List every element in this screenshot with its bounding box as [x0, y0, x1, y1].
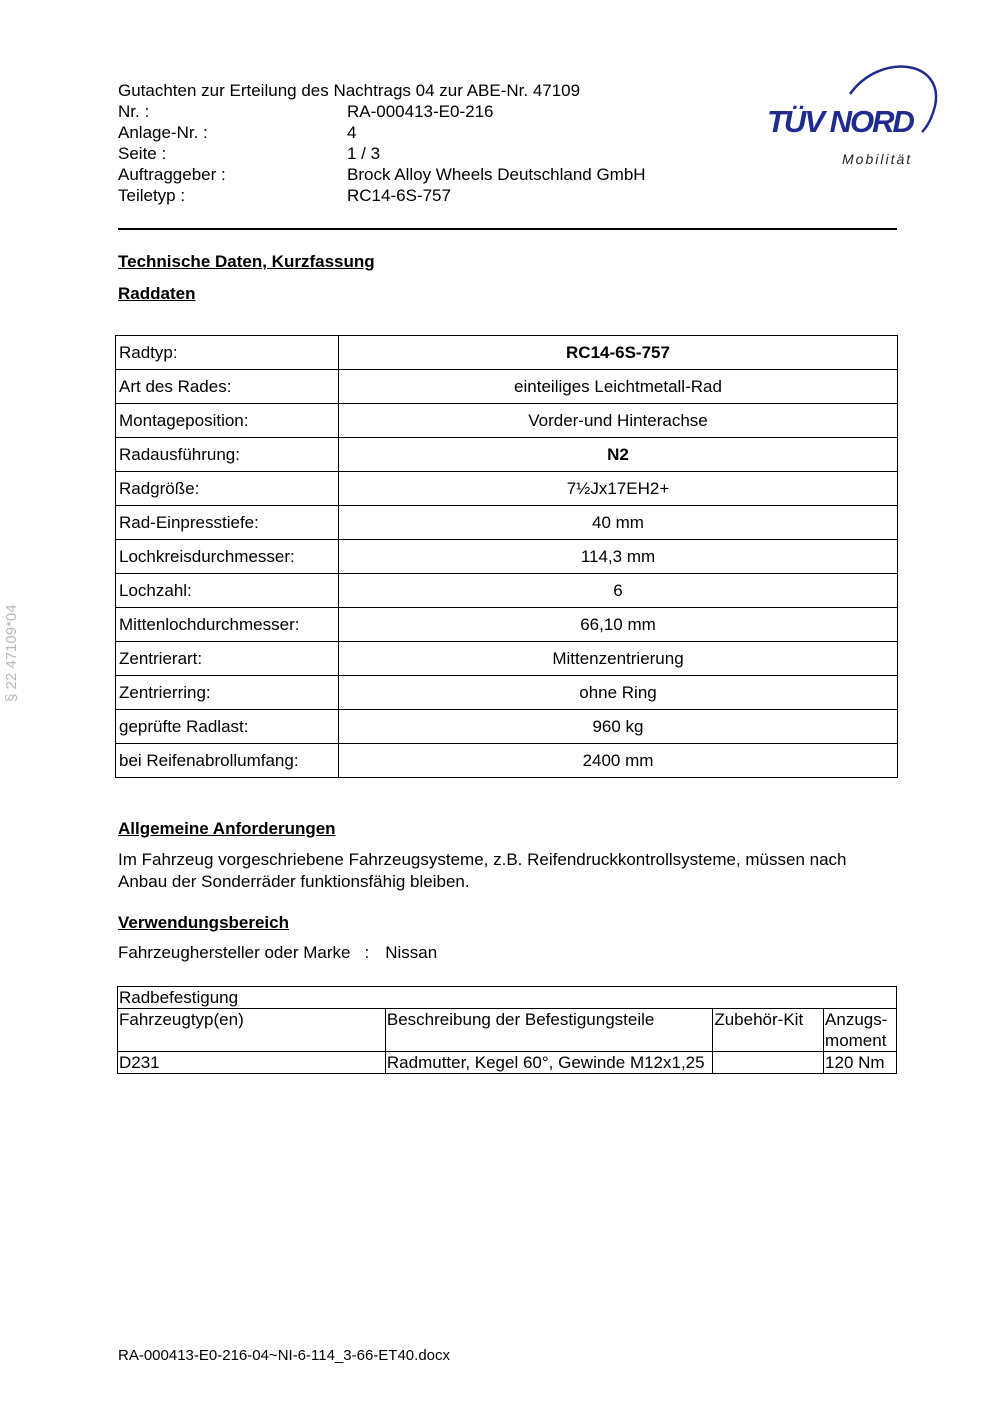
header-row [118, 185, 718, 206]
row-value: 7½Jx17EH2+ [339, 472, 898, 506]
maker-value: Nissan [385, 943, 438, 962]
header-title: Gutachten zur Erteilung des Nachtrags 04 zur ABE-Nr. 47109 [118, 81, 581, 100]
table-cell: D231 [118, 1052, 386, 1074]
header-value: RA-000413-E0-216 [347, 102, 494, 121]
table-row [116, 506, 898, 540]
row-label: Rad-Einpresstiefe: [116, 506, 339, 540]
column-header: Anzugs-moment [824, 1009, 897, 1052]
row-label: Radtyp: [116, 336, 339, 370]
row-value: 66,10 mm [339, 608, 898, 642]
column-header: Beschreibung der Befestigungsteile [385, 1009, 712, 1052]
usage-title: Verwendungsbereich [118, 913, 289, 932]
row-value: einteiliges Leichtmetall-Rad [339, 370, 898, 404]
row-value: 40 mm [339, 506, 898, 540]
header-row [118, 122, 718, 143]
table-cell [713, 1052, 824, 1074]
document-header [118, 80, 718, 206]
row-label: bei Reifenabrollumfang: [116, 744, 339, 778]
row-label: Lochkreisdurchmesser: [116, 540, 339, 574]
raddaten-title: Raddaten [118, 284, 196, 303]
table-row [116, 642, 898, 676]
row-value: N2 [339, 438, 898, 472]
header-row [118, 143, 718, 164]
row-value: Mittenzentrierung [339, 642, 898, 676]
header-label: Nr. : [118, 102, 150, 121]
fastening-caption: Radbefestigung [118, 987, 897, 1009]
header-value: RC14-6S-757 [347, 186, 451, 205]
table-cell: Radmutter, Kegel 60°, Gewinde M12x1,25 [385, 1052, 712, 1074]
table-row [116, 370, 898, 404]
header-divider [118, 228, 897, 230]
row-label: Zentrierart: [116, 642, 339, 676]
table-row [116, 336, 898, 370]
vehicle-maker [118, 943, 437, 963]
row-value: 960 kg [339, 710, 898, 744]
row-label: Mittenlochdurchmesser: [116, 608, 339, 642]
header-value: 4 [347, 123, 357, 142]
header-label: Teiletyp : [118, 186, 186, 205]
logo-wordmark: TÜV NORD [767, 104, 913, 139]
header-row [118, 101, 718, 122]
row-label: geprüfte Radlast: [116, 710, 339, 744]
column-header: Zubehör-Kit [713, 1009, 824, 1052]
row-label: Zentrierring: [116, 676, 339, 710]
table-row [116, 710, 898, 744]
tuv-nord-logo [760, 56, 940, 176]
header-row [118, 164, 718, 185]
fastening-header-row [118, 1009, 897, 1052]
header-value: 1 / 3 [347, 144, 381, 163]
side-watermark: § 22 47109*04 [3, 604, 20, 702]
fastening-table [117, 986, 897, 1074]
table-row [116, 744, 898, 778]
row-label: Radgröße: [116, 472, 339, 506]
maker-separator: : [364, 943, 370, 962]
column-header: Fahrzeugtyp(en) [118, 1009, 386, 1052]
row-value: RC14-6S-757 [339, 336, 898, 370]
table-row [116, 472, 898, 506]
wheel-data-table [115, 335, 898, 778]
footer-filename: RA-000413-E0-216-04~NI-6-114_3-66-ET40.docx [118, 1347, 450, 1364]
row-label: Lochzahl: [116, 574, 339, 608]
row-label: Radausführung: [116, 438, 339, 472]
header-label: Seite : [118, 144, 167, 163]
table-row [116, 676, 898, 710]
table-row [116, 438, 898, 472]
table-row [116, 574, 898, 608]
table-row [116, 608, 898, 642]
general-requirements-title: Allgemeine Anforderungen [118, 819, 336, 838]
table-cell: 120 Nm [824, 1052, 897, 1074]
section-title: Technische Daten, Kurzfassung [118, 252, 375, 271]
table-row [116, 540, 898, 574]
header-label: Auftraggeber : [118, 165, 226, 184]
row-value: 114,3 mm [339, 540, 898, 574]
table-row [116, 404, 898, 438]
row-value: 2400 mm [339, 744, 898, 778]
maker-label: Fahrzeughersteller oder Marke [118, 943, 351, 962]
row-value: Vorder-und Hinterachse [339, 404, 898, 438]
header-label: Anlage-Nr. : [118, 123, 208, 142]
row-value: 6 [339, 574, 898, 608]
logo-subtitle: Mobilität [842, 151, 913, 167]
fastening-row [118, 1052, 897, 1074]
header-value: Brock Alloy Wheels Deutschland GmbH [347, 165, 646, 184]
row-label: Art des Rades: [116, 370, 339, 404]
general-requirements-text: Im Fahrzeug vorgeschriebene Fahrzeugsysteme, z.B. Reifendruckkontrollsysteme, müssen nach Anbau der Sonderräder funktionsfähig bleiben. [118, 850, 847, 891]
fastening-caption-row [118, 987, 897, 1009]
row-value: ohne Ring [339, 676, 898, 710]
row-label: Montageposition: [116, 404, 339, 438]
